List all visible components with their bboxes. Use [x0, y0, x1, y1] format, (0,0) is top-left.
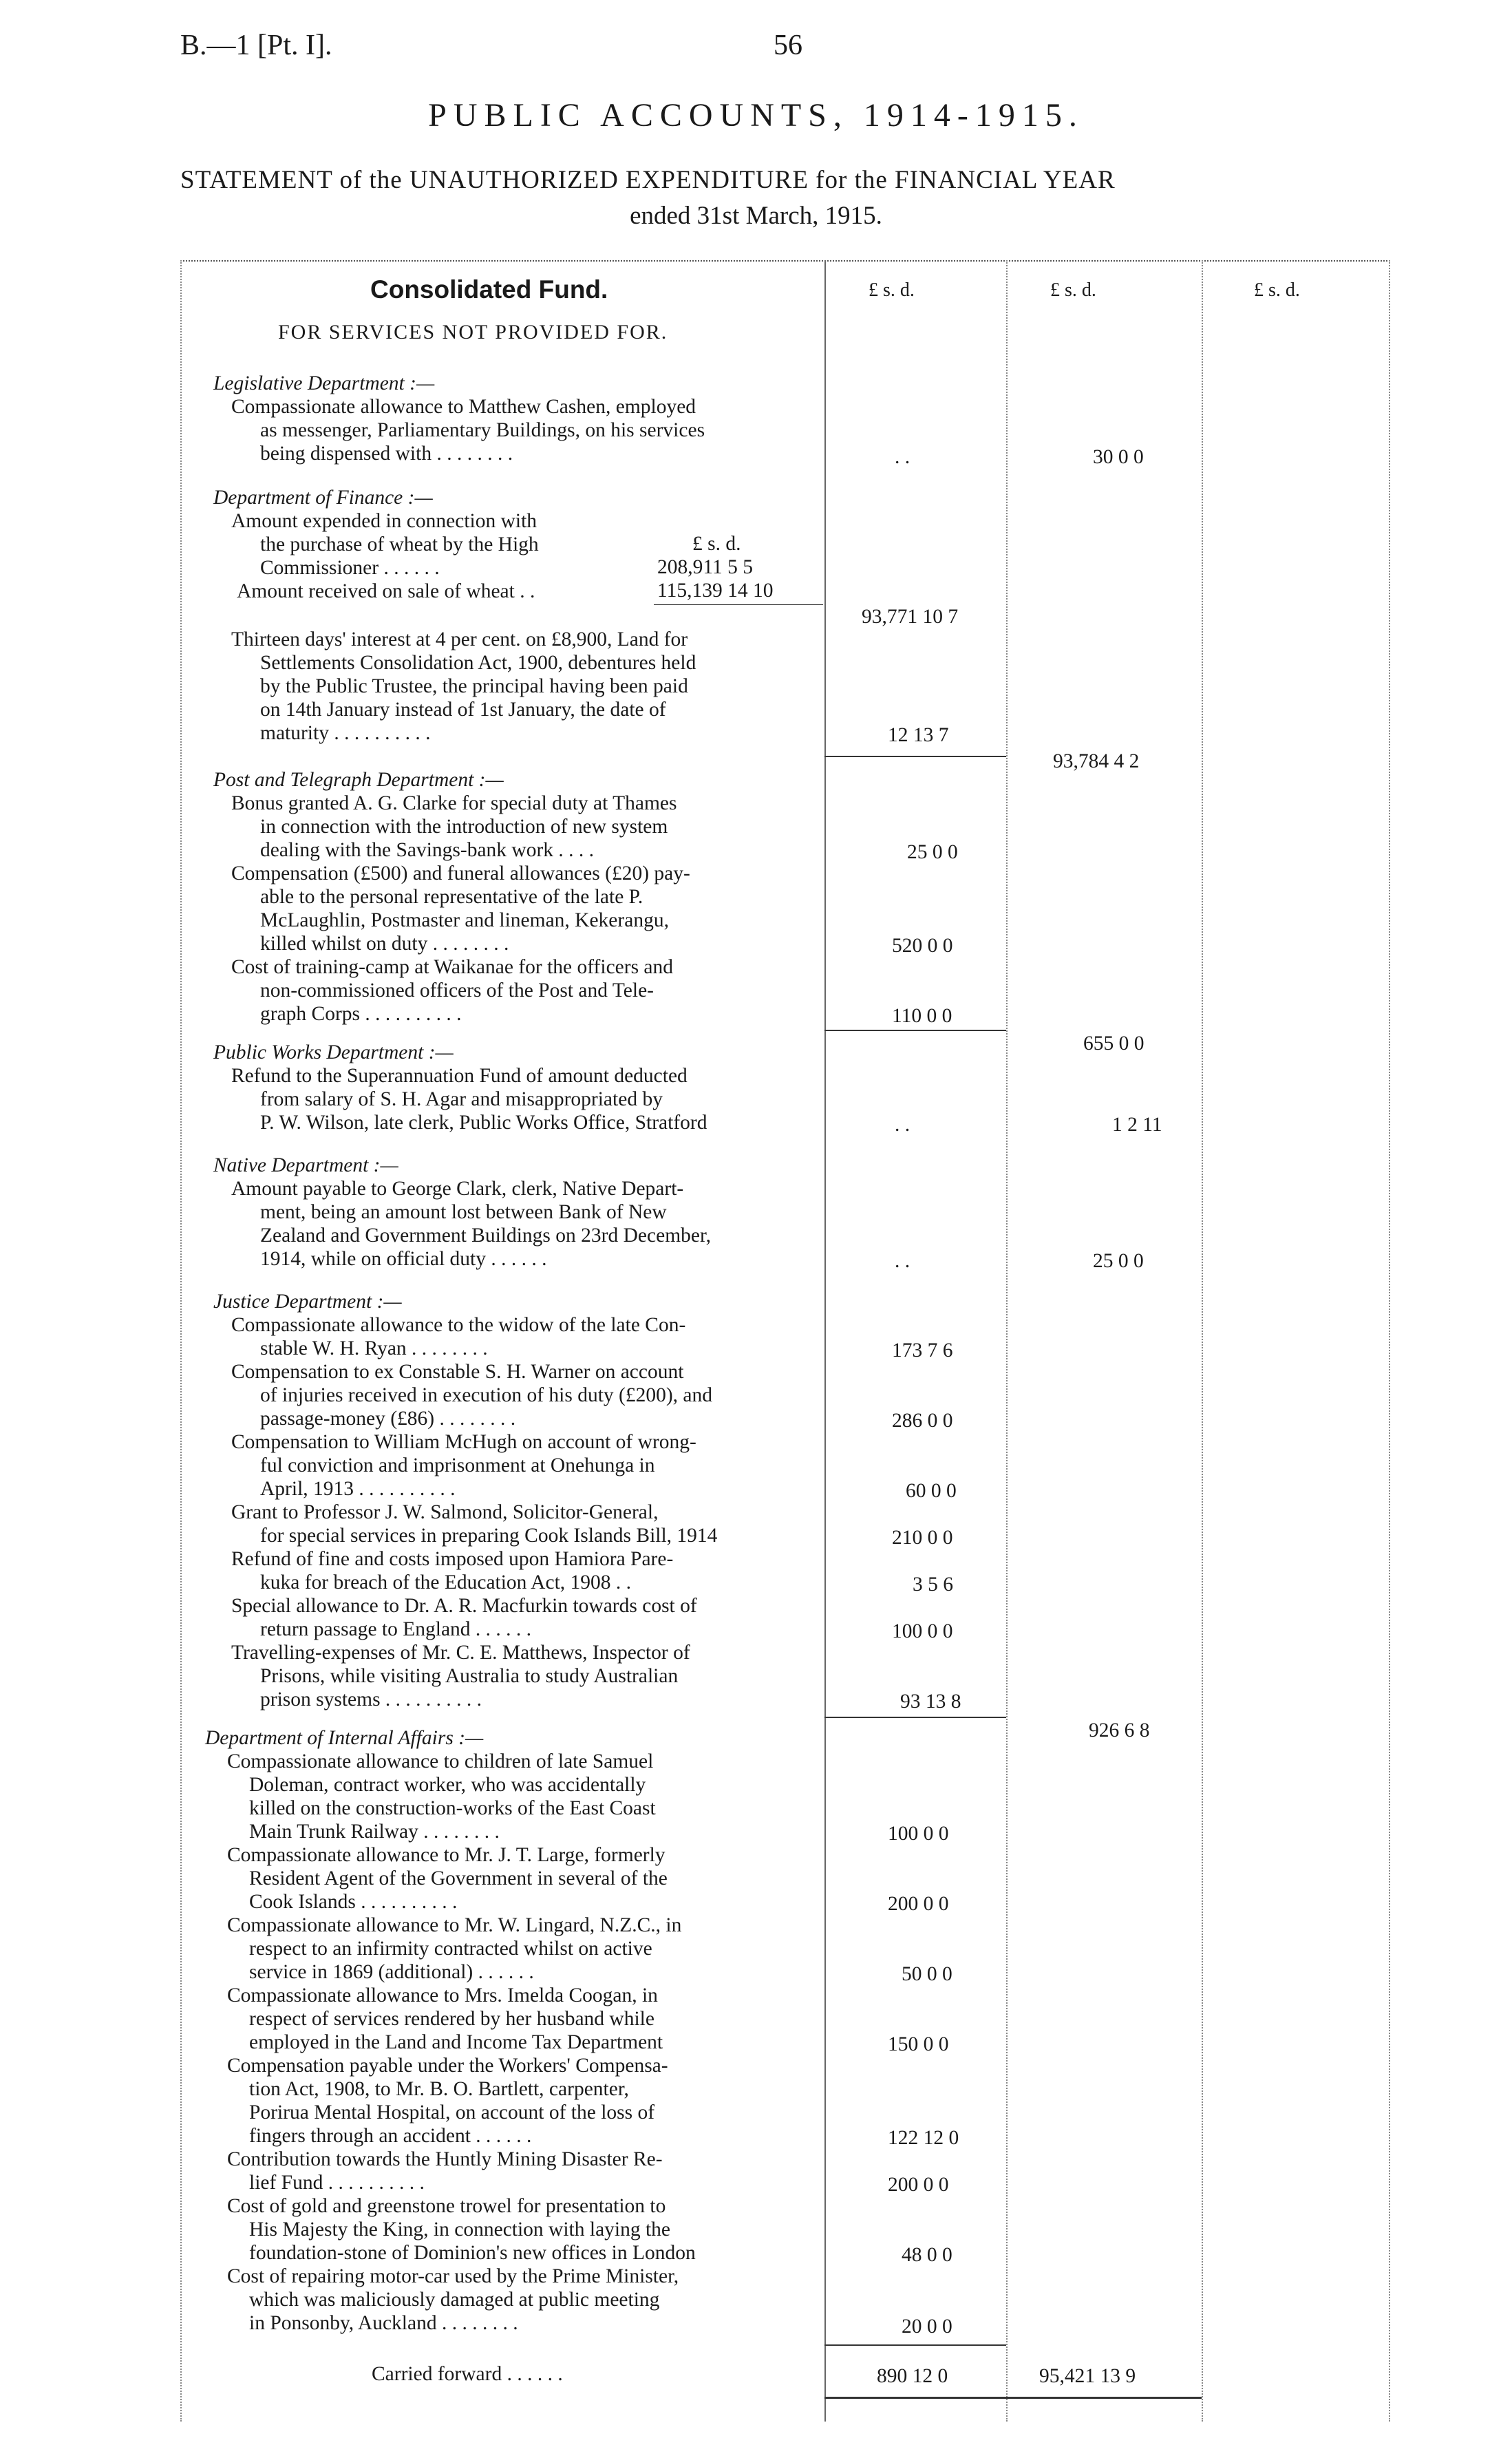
post-bonus-col1: 25 0 0 [907, 841, 958, 863]
legislative-item-line: as messenger, Parliamentary Buildings, on his services [260, 419, 705, 441]
justice-item-line: Prisons, while visiting Australia to study Australian [260, 1665, 679, 1687]
post-item-line: in connection with the introduction of new system [260, 816, 668, 838]
justice-value: 3 5 6 [913, 1574, 953, 1596]
internal-item-line: Cost of gold and greenstone trowel for presentation to [227, 2195, 666, 2217]
finance-amount-header: £ s. d. [692, 533, 741, 555]
justice-item-line: of injuries received in execution of his duty (£200), and [260, 1384, 713, 1406]
internal-item-line: which was maliciously damaged at public meeting [249, 2289, 660, 2311]
native-item-line: ment, being an amount lost between Bank of New [260, 1201, 667, 1223]
statement-date: ended 31st March, 1915. [630, 202, 882, 230]
rule [824, 1717, 1006, 1718]
finance-item-line: Amount expended in connection with [231, 510, 537, 532]
justice-item-line: Compassionate allowance to the widow of the late Con- [231, 1314, 686, 1336]
justice-item-line: Grant to Professor J. W. Salmond, Solicitor-General, [231, 1501, 659, 1523]
document-reference: B.—1 [Pt. I]. [180, 30, 332, 61]
internal-item-line: employed in the Land and Income Tax Department [249, 2031, 663, 2053]
internal-value: 20 0 0 [902, 2316, 952, 2338]
finance-total-col2: 93,784 4 2 [1053, 750, 1140, 772]
table-left-border [180, 260, 182, 2422]
justice-item-line: ful conviction and imprisonment at Onehunga in [260, 1454, 655, 1476]
internal-item-line: Contribution towards the Huntly Mining Disaster Re- [227, 2148, 663, 2170]
internal-item-line: service in 1869 (additional) . . . . . . [249, 1961, 534, 1983]
finance-interest-col1: 12 13 7 [888, 724, 949, 746]
finance-item-line: Amount received on sale of wheat . . [237, 580, 535, 602]
fund-title: Consolidated Fund. [370, 275, 608, 304]
native-col2-value: 25 0 0 [1093, 1250, 1144, 1272]
post-compensation-col1: 520 0 0 [892, 935, 953, 957]
justice-item-line: prison systems . . . . . . . . . . [260, 1688, 482, 1710]
section-heading-justice: Justice Department :— [213, 1291, 402, 1313]
rule [824, 1030, 1006, 1031]
justice-value: 100 0 0 [892, 1620, 953, 1642]
table-right-border [1389, 260, 1390, 2422]
justice-value: 286 0 0 [892, 1410, 953, 1432]
native-item-line: Amount payable to George Clark, clerk, Native Depart- [231, 1178, 684, 1200]
post-item-line: dealing with the Savings-bank work . . . . [260, 839, 595, 861]
justice-value: 210 0 0 [892, 1527, 953, 1549]
internal-value: 100 0 0 [888, 1823, 949, 1845]
internal-item-line: Doleman, contract worker, who was accidentally [249, 1774, 646, 1796]
internal-value: 150 0 0 [888, 2033, 949, 2055]
finance-item-line: by the Public Trustee, the principal having been paid [260, 675, 688, 697]
section-heading-legislative: Legislative Department :— [213, 372, 435, 394]
column-header-2: £ s. d. [1050, 279, 1096, 301]
justice-item-line: Compensation to William McHugh on account of wrong- [231, 1431, 696, 1453]
internal-item-line: killed on the construction-works of the East Coast [249, 1797, 656, 1819]
section-heading-finance: Department of Finance :— [213, 487, 433, 509]
post-item-line: able to the personal representative of the late P. [260, 886, 643, 908]
page-number: 56 [774, 30, 802, 61]
post-item-line: McLaughlin, Postmaster and lineman, Kekerangu, [260, 909, 669, 931]
internal-value: 50 0 0 [902, 1963, 952, 1985]
column-divider-3 [1202, 260, 1203, 2422]
internal-item-line: respect to an infirmity contracted whilst on active [249, 1938, 652, 1960]
internal-value: 200 0 0 [888, 2174, 949, 2196]
section-heading-internal-affairs: Department of Internal Affairs :— [205, 1727, 484, 1749]
finance-item-line: maturity . . . . . . . . . . [260, 722, 431, 744]
finance-item-line: Thirteen days' interest at 4 per cent. on £8,900, Land for [231, 628, 688, 650]
post-item-line: Bonus granted A. G. Clarke for special duty at Thames [231, 792, 677, 814]
internal-value: 200 0 0 [888, 1893, 949, 1915]
justice-value: 60 0 0 [906, 1480, 957, 1502]
section-heading-post-telegraph: Post and Telegraph Department :— [213, 769, 504, 791]
post-item-line: graph Corps . . . . . . . . . . [260, 1003, 462, 1025]
carried-forward-col2: 95,421 13 9 [1039, 2365, 1136, 2387]
public-works-item-line: from salary of S. H. Agar and misappropriated by [260, 1088, 663, 1110]
legislative-col2-value: 30 0 0 [1093, 446, 1144, 468]
post-item-line: Cost of training-camp at Waikanae for the officers and [231, 956, 674, 978]
rule [824, 2344, 1006, 2346]
justice-item-line: return passage to England . . . . . . [260, 1618, 532, 1640]
carried-forward-col1: 890 12 0 [877, 2365, 948, 2387]
internal-item-line: Main Trunk Railway . . . . . . . . [249, 1821, 500, 1843]
legislative-col1-value: . . [895, 446, 911, 468]
justice-item-line: Special allowance to Dr. A. R. Macfurkin towards cost of [231, 1595, 697, 1617]
finance-item-line: on 14th January instead of 1st January, the date of [260, 699, 666, 721]
justice-value: 173 7 6 [892, 1339, 953, 1362]
finance-item-line: the purchase of wheat by the High [260, 533, 539, 555]
post-training-col1: 110 0 0 [892, 1005, 952, 1027]
public-works-item-line: Refund to the Superannuation Fund of amount deducted [231, 1065, 688, 1087]
native-item-line: 1914, while on official duty . . . . . . [260, 1248, 547, 1270]
internal-item-line: in Ponsonby, Auckland . . . . . . . . [249, 2312, 518, 2334]
internal-item-line: Compassionate allowance to Mr. W. Lingard, N.Z.C., in [227, 1914, 682, 1936]
services-heading: FOR SERVICES NOT PROVIDED FOR. [278, 321, 668, 343]
internal-item-line: lief Fund . . . . . . . . . . [249, 2172, 425, 2194]
public-works-col1-value: . . [895, 1114, 911, 1136]
internal-item-line: Compassionate allowance to Mr. J. T. Large, formerly [227, 1844, 666, 1866]
section-heading-public-works: Public Works Department :— [213, 1041, 454, 1063]
rule [654, 604, 823, 605]
internal-item-line: Resident Agent of the Government in several of the [249, 1867, 668, 1889]
statement-title: STATEMENT of the UNAUTHORIZED EXPENDITURE for the FINANCIAL YEAR [180, 166, 1116, 194]
finance-wheat-expended: 208,911 5 5 [657, 556, 754, 578]
internal-item-line: His Majesty the King, in connection with laying the [249, 2218, 671, 2241]
carried-forward-label: Carried forward . . . . . . [372, 2363, 563, 2385]
justice-item-line: Refund of fine and costs imposed upon Hamiora Pare- [231, 1548, 674, 1570]
internal-item-line: Porirua Mental Hospital, on account of the loss of [249, 2101, 655, 2123]
internal-item-line: foundation-stone of Dominion's new offices in London [249, 2242, 696, 2264]
post-item-line: killed whilst on duty . . . . . . . . [260, 933, 509, 955]
section-heading-native: Native Department :— [213, 1154, 398, 1176]
justice-item-line: Travelling-expenses of Mr. C. E. Matthews, Inspector of [231, 1642, 690, 1664]
public-works-item-line: P. W. Wilson, late clerk, Public Works Office, Stratford [260, 1112, 707, 1134]
legislative-item-line: being dispensed with . . . . . . . . [260, 443, 513, 465]
column-header-1: £ s. d. [869, 279, 915, 301]
public-works-col2-value: 1 2 11 [1112, 1114, 1162, 1136]
native-item-line: Zealand and Government Buildings on 23rd December, [260, 1225, 712, 1247]
internal-item-line: tion Act, 1908, to Mr. B. O. Bartlett, carpenter, [249, 2078, 629, 2100]
post-total-col2: 655 0 0 [1083, 1032, 1144, 1055]
internal-item-line: Compensation payable under the Workers' Compensa- [227, 2055, 668, 2077]
internal-item-line: Cost of repairing motor-car used by the Prime Minister, [227, 2265, 679, 2287]
justice-item-line: for special services in preparing Cook Islands Bill, 1914 [260, 1525, 718, 1547]
page-title: PUBLIC ACCOUNTS, 1914-1915. [428, 97, 1084, 134]
finance-wheat-received: 115,139 14 10 [657, 580, 774, 602]
post-item-line: non-commissioned officers of the Post and Tele- [260, 979, 654, 1002]
column-divider-1 [824, 260, 826, 2422]
internal-value: 122 12 0 [888, 2127, 959, 2149]
post-item-line: Compensation (£500) and funeral allowances (£20) pay- [231, 862, 690, 884]
internal-item-line: Compassionate allowance to children of late Samuel [227, 1750, 654, 1772]
finance-net-col1: 93,771 10 7 [862, 606, 959, 628]
internal-item-line: respect of services rendered by her husband while [249, 2008, 654, 2030]
legislative-item-line: Compassionate allowance to Matthew Cashen, employed [231, 396, 696, 418]
column-divider-2 [1006, 260, 1008, 2422]
justice-item-line: passage-money (£86) . . . . . . . . [260, 1408, 516, 1430]
internal-item-line: fingers through an accident . . . . . . [249, 2125, 532, 2147]
rule [824, 756, 1006, 757]
column-header-3: £ s. d. [1254, 279, 1300, 301]
justice-item-line: Compensation to ex Constable S. H. Warner on account [231, 1361, 684, 1383]
rule [824, 2397, 1202, 2399]
internal-item-line: Cook Islands . . . . . . . . . . [249, 1891, 458, 1913]
internal-item-line: Compassionate allowance to Mrs. Imelda Coogan, in [227, 1984, 658, 2006]
justice-item-line: April, 1913 . . . . . . . . . . [260, 1478, 456, 1500]
native-col1-value: . . [895, 1250, 911, 1272]
justice-item-line: stable W. H. Ryan . . . . . . . . [260, 1337, 488, 1359]
finance-item-line: Settlements Consolidation Act, 1900, debentures held [260, 652, 696, 674]
internal-value: 48 0 0 [902, 2244, 952, 2266]
justice-value: 93 13 8 [900, 1691, 961, 1713]
finance-item-line: Commissioner . . . . . . [260, 557, 440, 579]
justice-item-line: kuka for breach of the Education Act, 1908 . . [260, 1571, 632, 1593]
justice-total-col2: 926 6 8 [1089, 1719, 1150, 1741]
